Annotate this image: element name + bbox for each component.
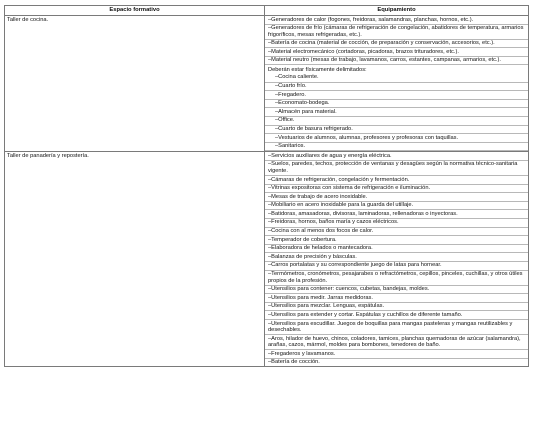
list-subitem: –Cocina caliente. (265, 74, 528, 83)
cell-equipamiento-cocina (265, 16, 529, 152)
list-item: –Generadores de frío (cámaras de refrigeración de congelación, abatidores de temperatura, armarios frigoríficos, mesas refrigeradas, etc.). (265, 25, 528, 40)
list-item: –Carros portalatas y su correspondiente juego de latas para hornear. (265, 262, 528, 271)
list-item: –Utensilios para escudillar. Juegos de boquillas para mangas pasteleras y mangas reutilizables y desechables. (265, 320, 528, 335)
list-subitem: –Cuarto de basura refrigerado. (265, 126, 528, 135)
list-item: –Fregaderos y lavamanos. (265, 350, 528, 359)
list-item: –Mesas de trabajo de acero inoxidable. (265, 193, 528, 202)
list-item: –Servicios auxiliares de agua y energía eléctrica. (265, 152, 528, 161)
list-item: –Suelos, paredes, techos, protección de ventanas y desagües según la normativa técnico-sanitaria vigente. (265, 161, 528, 176)
list-item: –Freidoras, hornos, baños maría y cazos eléctricos. (265, 219, 528, 228)
table-header-row (5, 6, 529, 16)
list-item: –Batería de cocción. (268, 359, 320, 366)
list-subitem: –Economato-bodega. (265, 100, 528, 109)
table-row-taller-panaderia (5, 152, 529, 367)
cell-equipamiento-panaderia (265, 152, 529, 367)
list-item: –Utensilios para mezclar. Lenguas, espátulas. (265, 303, 528, 312)
list-item: –Batidoras, amasadoras, divisoras, laminadoras, rellenadoras o inyectoras. (265, 210, 528, 219)
list-item: –Batería de cocina (material de cocción, de preparación y conservación, accesorios, etc.). (265, 40, 528, 49)
list-item: –Aros, hilador de huevo, chinos, coladores, tamices, planchas quemadoras de azúcar (salamandra), arañas, cazos, mármol, moldes para bombones, tenedores de baño. (265, 335, 528, 350)
list-item: –Termómetros, cronómetros, pesajarabes o refractómetros, cepillos, pinceles, cuchillas, y otros útiles propios de la profesión. (265, 271, 528, 286)
list-item: –Balanzas de precisión y básculas. (265, 253, 528, 262)
list-item: –Material electromecánico (cortadoras, picadoras, brazos trituradores, etc.). (265, 48, 528, 57)
list-subitem: –Office. (265, 117, 528, 126)
cell-espacio-panaderia: Taller de panadería y repostería. (5, 152, 265, 367)
list-item: –Utensilios para extender y cortar. Espátulas y cuchillos de diferente tamaño. (265, 311, 528, 320)
list-item: –Material neutro (mesas de trabajo, lavamanos, carros, estantes, campanas, armarios, etc.). (265, 57, 528, 66)
cell-espacio-cocina: Taller de cocina. (5, 16, 265, 152)
list-item: –Cocina con al menos dos focos de calor. (265, 228, 528, 237)
list-item: –Utensilios para medir. Jarras medidoras. (265, 294, 528, 303)
list-item: –Generadores de calor (fogones, freidoras, salamandras, planchas, hornos, etc.). (265, 16, 528, 25)
delimitation-note: Deberán estar físicamente delimitados: (268, 66, 367, 73)
list-subitem: –Sanitarios. (265, 143, 528, 152)
list-item: –Utensilios para contener: cuencos, cubetas, bandejas, moldes. (265, 286, 528, 295)
list-item: –Elaboradora de helados o mantecadora. (265, 245, 528, 254)
list-item: –Cámaras de refrigeración, congelación y fermentación. (265, 176, 528, 185)
list-subitem: –Cuarto frío. (265, 83, 528, 92)
list-item: –Temperador de cobertura. (265, 236, 528, 245)
list-item: –Vitrinas expositoras con sistema de refrigeración e iluminación. (265, 185, 528, 194)
equipment-table (4, 5, 529, 367)
header-espacio-formativo: Espacio formativo (5, 6, 265, 16)
list-subitem: –Fregadero. (265, 91, 528, 100)
header-equipamiento: Equipamiento (265, 6, 529, 16)
table-row-taller-cocina (5, 16, 529, 152)
list-subitem: –Almacén para material. (265, 108, 528, 117)
list-subitem: –Vestuarios de alumnos, alumnas, profesores y profesoras con taquillas. (265, 134, 528, 143)
list-item: –Mobiliario en acero inoxidable para la guarda del utillaje. (265, 202, 528, 211)
